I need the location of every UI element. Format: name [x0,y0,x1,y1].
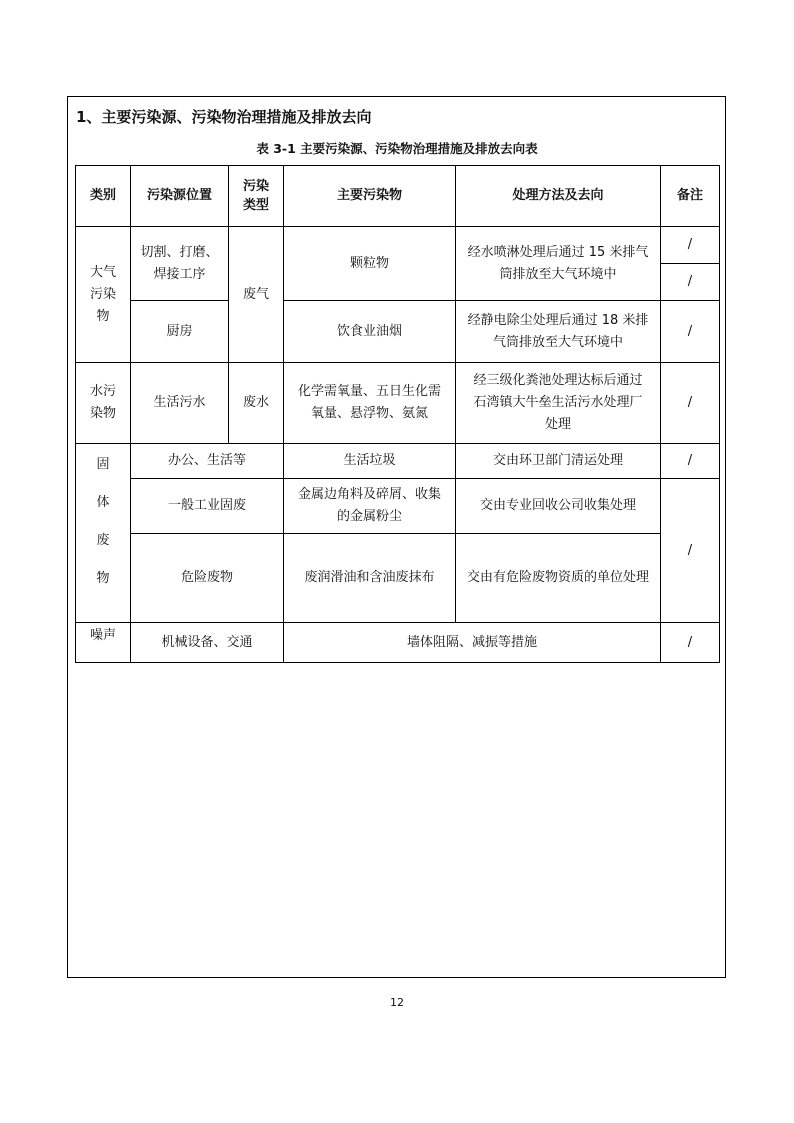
remark-air-1a: / [661,227,720,264]
location-hazardous: 危险废物 [131,534,284,623]
table-row-solid-hazardous [76,534,720,623]
pollutant-domestic-garbage: 生活垃圾 [284,444,456,479]
header-type-line2: 类型 [242,198,269,213]
table-row-solid-industrial [76,479,720,534]
remark-air-2: / [661,301,720,363]
treatment-recycling: 交由专业回收公司收集处理 [456,479,661,534]
header-treatment: 处理方法及去向 [456,166,661,227]
location-domestic-sewage: 生活污水 [131,363,229,444]
category-noise: 噪声 [76,623,131,663]
table-header-row [76,166,720,227]
remark-solid-1: / [661,444,720,479]
pollutant-metal-scrap: 金属边角料及碎屑、收集 的金属粉尘 [284,479,456,534]
remark-air-1b: / [661,264,720,301]
location-office: 办公、生活等 [131,444,284,479]
header-type-line1: 污染 [242,179,269,194]
remark-noise: / [661,623,720,663]
location-kitchen: 厨房 [131,301,229,363]
treatment-hazardous-unit: 交由有危险废物资质的单位处理 [456,534,661,623]
header-type [229,166,284,227]
remark-water: / [661,363,720,444]
location-cutting: 切割、打磨、 焊接工序 [131,227,229,301]
page-number: 12 [390,996,404,1009]
table-caption: 表 3-1 主要污染源、污染物治理措施及排放去向表 [256,141,538,156]
treatment-electrostatic: 经静电除尘处理后通过 18 米排 气筒排放至大气环境中 [456,301,661,363]
table-row-air-kitchen [76,301,720,363]
header-remark: 备注 [661,166,720,227]
category-air: 大气 污染 物 [76,227,131,363]
type-waste-water: 废水 [229,363,284,444]
header-pollutant: 主要污染物 [284,166,456,227]
table-row-solid-domestic [76,444,720,479]
treatment-water-spray: 经水喷淋处理后通过 15 米排气 筒排放至大气环境中 [456,227,661,301]
type-exhaust-gas: 废气 [229,227,284,363]
treatment-septic: 经三级化粪池处理达标后通过 石湾镇大牛垒生活污水处理厂 处理 [456,363,661,444]
category-water: 水污 染物 [76,363,131,444]
treatment-sanitation: 交由环卫部门清运处理 [456,444,661,479]
table-row-air-particulate [76,227,720,264]
pollutant-particulate: 颗粒物 [284,227,456,301]
location-general-industrial: 一般工业固废 [131,479,284,534]
header-category: 类别 [76,166,131,227]
location-machinery: 机械设备、交通 [131,623,284,663]
table-row-noise [76,623,720,663]
header-location: 污染源位置 [131,166,229,227]
table-row-water [76,363,720,444]
category-solid: 固 体 废 物 [76,444,131,623]
pollutant-cooking-fume: 饮食业油烟 [284,301,456,363]
pollutant-water: 化学需氧量、五日生化需 氧量、悬浮物、氨氮 [284,363,456,444]
pollution-table [75,165,720,663]
noise-measure: 墙体阻隔、减振等措施 [284,623,661,663]
remark-solid-shared: / [661,479,720,623]
pollutant-waste-oil: 废润滑油和含油废抹布 [284,534,456,623]
section-heading: 1、主要污染源、污染物治理措施及排放去向 [76,108,372,126]
